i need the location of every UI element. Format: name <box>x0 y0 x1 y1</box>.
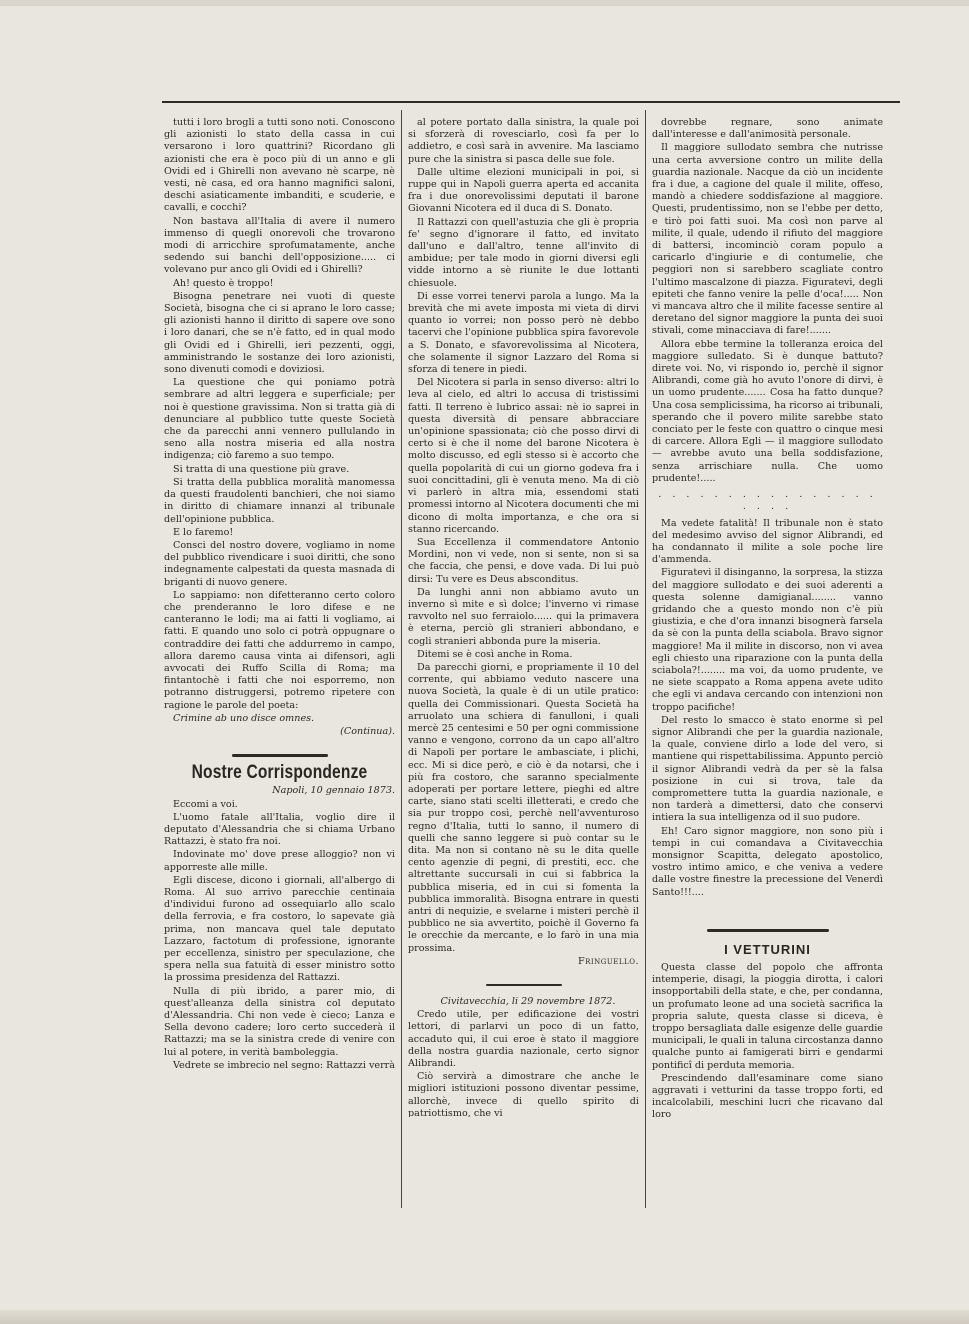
paragraph: Eccomi a voi. <box>173 798 238 810</box>
paragraph: Figuratevi il disinganno, la sorpresa, la stizza del maggiore sullodato e dei suoi aderenti a questa solenne damigianal........ vanno gridando che a questo mondo non c'è più giustizia, e che d'ora innanzi bisognerà farsela da sè con la punta della sciabola. Bravo signor maggiore! Ma il milite in discorso, non vi avea egli chiesto una riparazione con la punta della sciabola?!........ ma voi, da uomo prudente, ve ne siete scappato a Roma appena avete udito che egli vi andava cercando con intenzioni non troppo pacifiche! <box>652 567 883 713</box>
paragraph: E lo faremo! <box>173 526 234 538</box>
section-ornament <box>486 984 562 986</box>
paragraph: Non bastava all'Italia di avere il numero immenso di quegli onorevoli che trovarono modi di arricchire sprofumatamente, anche sedendo sui banchi dell'opposizione..... ci volevano pur anco gli Ovidi ed i Ghirelli? <box>164 215 395 276</box>
paragraph: Egli discese, dicono i giornali, all'albergo di Roma. Al suo arrivo parecchie centinaia d'individui furono ad ossequiarlo allo scalo della ferrovia, e fra costoro, lo sapevate già prima, non mancava quel tale deputato Lazzaro, factotum di professione, ignorante per eccellenza, sinistro per speculazione, che spera nella sua fatuità di esser ministro sotto la prossima presidenza del Rattazzi. <box>164 874 395 984</box>
paragraph: Dalle ultime elezioni municipali in poi, si ruppe qui in Napoli guerra aperta ed accanita fra i due onorevolissimi deputati il barone Giovanni Nicotera ed il duca di S. Donato. <box>408 166 639 215</box>
paragraph: dovrebbe regnare, sono animate dall'interesse e dall'animosità personale. <box>652 117 883 141</box>
paragraph: L'uomo fatale all'Italia, voglio dire il deputato d'Alessandria che si chiama Urbano Rattazzi, è stato fra noi. <box>164 811 395 848</box>
paragraph: Ciò servirà a dimostrare che anche le migliori istituzioni possono diventar pessime, allorchè, invece di quello spirito di patriottismo, che vi <box>408 1071 639 1117</box>
column-divider <box>401 110 402 1208</box>
paragraph: La questione che qui poniamo potrà sembrare ad altri leggera e superficiale; per noi è questione gravissima. Non si tratta già di denunciare al pubblico tutte queste Società che da parecchi anni vennero pullulando in seno alla nostra miseria ed alla nostra indigenza; ciò faremo a suo tempo. <box>164 377 395 462</box>
paragraph: Prescindendo dall'esaminare come siano aggravati i vetturini da tasse troppo forti, ed incalcolabili, meschini lucri che ricavano dal loro <box>652 1072 883 1121</box>
dateline: Napoli, 10 gennaio 1873. <box>272 785 395 797</box>
column-divider <box>645 110 646 1208</box>
quote-line: Crimine ab uno disce omnes. <box>173 712 315 724</box>
paragraph: Vedrete se imbrecio nel segno: Rattazzi verrà <box>173 1059 395 1071</box>
dotted-separator: . . . . . . . . . . . . . . . . . . . . <box>658 489 877 513</box>
paragraph: Indovinate mo' dove prese alloggio? non vi apporreste alle mille. <box>164 849 395 873</box>
column-2 <box>408 117 639 1117</box>
paragraph: Bisogna penetrare nei vuoti di queste Società, bisogna che ci si aprano le loro casse; gli azionisti hanno il diritto di sapere ove sono i loro danari, che se n'è fatto, ed in qual modo gli Ovidi ed i Ghirelli, ieri pezzenti, oggi, amministrando le sostanze dei loro azionisti, sono divenuti comodi e doviziosi. <box>164 290 395 376</box>
paragraph: Nulla di più ibrido, a parer mio, di quest'alleanza della sinistra col deputato d'Alessandria. Chi non vede è cieco; Lanza e Sella devono cadere; loro certo succederà il Rattazzi; ma se la sinistra crede di venire con lui al potere, in verità bamboleggia. <box>164 985 395 1058</box>
paragraph: al potere portato dalla sinistra, la quale poi si sforzerà di rovesciarlo, così fa per lo addietro, e così sarà in avvenire. Ma lasciamo pure che la sinistra si pasca delle sue fole. <box>408 117 639 165</box>
paragraph: Il Rattazzi con quell'astuzia che gli è propria fe' segno d'ignorare il fatto, ed invitato dall'uno e dall'altro, tenne all'invito di ambidue; per tale modo in giorni diversi egli vidde intorno a sè riunite le due lottanti chiesuole. <box>408 216 639 289</box>
column-3 <box>652 117 883 1187</box>
paragraph: Ah! questo è troppo! <box>173 277 274 289</box>
section-title: Nostre Corrispondenze <box>191 762 368 784</box>
continua-note: (Continua). <box>340 725 395 737</box>
page-edge <box>0 0 969 6</box>
paragraph: Credo utile, per edificazione dei vostri lettori, di parlarvi un poco di un fatto, accaduto qui, il cui eroe è stato il maggiore della nostra guardia nazionale, certo signor Alibrandi. <box>408 1009 639 1070</box>
paragraph: Da lunghi anni non abbiamo avuto un inverno sì mite e sì dolce; l'inverno vi rimase ravvolto nel suo ferraiolo...... qui la primavera è eterna, perciò gli stranieri abbondano, e cogli stranieri abbonda pure la miseria. <box>408 586 639 647</box>
column-1 <box>164 117 395 1217</box>
signature: Fringuello. <box>577 955 639 967</box>
top-rule <box>162 101 900 103</box>
section-ornament <box>232 754 328 757</box>
paragraph: Questa classe del popolo che affronta intemperie, disagi, la pioggia dirotta, i calori insopportabili della state, e che, per condanna, un profumato leone ad una società sacrifica la propria salute, questa classe si diceva, è troppo bersagliata dalle esigenze delle guardie municipali, le quali in taluna circostanza danno qualche punto ai famigerati birri e gendarmi pontificî di perduta memoria. <box>652 962 883 1071</box>
paragraph: Del Nicotera si parla in senso diverso: altri lo leva al cielo, ed altri lo accusa di tristissimi fatti. Il terreno è lubrico assai: nè io saprei in questa diversità di pensare abbracciare un'opinione spassionata; ciò che posso dirvi di certo si è che il nome del barone Nicotera è molto discusso, ed egli stesso si è accorto che quella popolarità di cui un giorno godeva fra i suoi concittadini, gli è venuta meno. Ma di ciò vi parlerò in altra mia, essendomi stati promessi intorno al Nicotera documenti che mi dicono di molta importanza, e che ora si stanno ricercando. <box>408 377 639 535</box>
paragraph: Il maggiore sullodato sembra che nutrisse una certa avversione contro un milite della guardia nazionale. Nacque da ciò un incidente fra i due, a cagione del quale il milite, offeso, mandò a chiedere soddisfazione al maggiore. Questi, prudentissimo, non se l'ebbe per detto, e tirò poi fatti suoi. Ma così non parve al milite, il quale, udendo il rifiuto del maggiore di battersi, incominciò coram populo a caricarlo d'ingiurie e di contumelie, che peggiori non si sarebbero scagliate contro l'ultimo mascalzone di piazza. Figuratevi, degli epiteti che fanno venire la pelle d'oca!..... Non vi mancava altro che il milite facesse sentire al deretano del signor maggiore la punta dei suoi stivali, come minacciava di fare!....... <box>652 142 883 337</box>
paragraph: Di esse vorrei tenervi parola a lungo. Ma la brevità che mi avete imposta mi vieta di dirvi quanto io vorrei; non posso però nè debbo tacervi che l'opinione pubblica spira favorevole a S. Donato, e sfavorevolissima al Nicotera, che solamente il signor Lazzaro del Roma si sforza di tenere in piedi. <box>408 290 639 376</box>
paragraph: Ditemi se è così anche in Roma. <box>417 648 573 660</box>
paragraph: Da parecchi giorni, e propriamente il 10 del corrente, qui abbiamo veduto nascere una nuova Società, la quale è di un utile pratico: quella dei Commissionari. Questa Società ha arruolato una schiera di fanulloni, i quali mercè 25 centesimi e 50 per ogni commissione vanno e vengono, corrono da un capo all'altro di Napoli per portare le ambasciate, i plichi, ecc. Mi si dice però, e ciò è da notarsi, che i più fra costoro, che saranno specialmente adoperati per portare lettere, pieghi ed altre carte, siano stati scelti illetterati, e credo che sia pur troppo così, perchè nell'avventuroso regno d'Italia, tutti lo sanno, il numero di quelli che sanno leggere si può contar su le dita. Ma non si contano nè su le dita quelle cento agenzie di pegni, di prestiti, ecc. che altrettante succursali in cui si fabbrica la pubblica miseria, ed in cui si fomenta la pubblica immoralità. Bisogna entrare in questi antri di nequizie, e svelarne i misteri perchè il pubblico ne sia avvertito, poichè il Governo fa le orecchie da mercante, e lo farò in una mia prossima. <box>408 661 639 954</box>
paragraph: Si tratta di una questione più grave. <box>173 463 350 475</box>
paragraph: Allora ebbe termine la tolleranza eroica del maggiore sulledato. Si è dunque battuto? direte voi. No, vi rispondo io, perchè il signor Alibrandi, come già ho avuto l'onore di dirvi, è un uomo prudente....... Cosa ha fatto dunque? Una cosa semplicissima, ha ricorso ai tribunali, sperando che il povero milite sarebbe stato conciato per le feste con quattro o cinque mesi di carcere. Allora Egli — il maggiore sullodato — avrebbe avuto una bella soddisfazione, senza arrischiare nulla. Che uomo prudente!..... <box>652 338 883 484</box>
paragraph: Lo sappiamo: non difetteranno certo coloro che prenderanno le loro difese e ne canteranno le lodi; ma ai fatti li vogliamo, ai fatti. E quando uno solo ci potrà oppugnare o contraddire dei fatti che addurremo in campo, allora daremo causa vinta ai difensori, agli avvocati dei Ruffo Scilla di Roma; ma fintantochè i fatti che noi esporremo, non potranno distruggersi, potremo ripetere con ragione le parole del poeta: <box>164 589 395 711</box>
page-edge <box>0 1310 969 1324</box>
dateline: Civitavecchia, li 29 novembre 1872. <box>440 996 616 1008</box>
section-title: I VETTURINI <box>724 941 811 957</box>
paragraph: tutti i loro brogli a tutti sono noti. Conoscono gli azionisti lo stato della cassa in cui versarono i loro quattrini? Ricordano gli azionisti che era è poco più di un anno e gli Ovidi ed i Ghirelli non avevano nè scarpe, nè vesti, nè casa, ed ora hanno magnifici saloni, deschi asiaticamente imbanditi, e scuderie, e cavalli, e cocchi? <box>164 117 395 214</box>
paragraph: Del resto lo smacco è stato enorme sì pel signor Alibrandi che per la guardia nazionale, la quale, conviene dirlo a lode del vero, si mantiene qui rispettabilissima. Appunto perciò il signor Alibrandi vedrà da per sè la falsa posizione in cui si trova, tale da compromettere tutta la guardia nazionale, e non tarderà a dimettersi, dato che conservi intiera la sua intelligenza od il suo pudore. <box>652 714 883 824</box>
paragraph: Eh! Caro signor maggiore, non sono più i tempi in cui comandava a Civitavecchia monsignor Scapitta, delegato apostolico, vostro intimo amico, e che veniva a vedere dalle vostre finestre la precessione del Venerdì Santo!!!.... <box>652 825 883 898</box>
paragraph: Sua Eccellenza il commendatore Antonio Mordini, non vi vede, non si sente, non si sa che faccia, che pensi, e dove vada. Di lui può dirsi: Tu vere es Deus absconditus. <box>408 536 639 585</box>
paragraph: Consci del nostro dovere, vogliamo in nome del pubblico rivendicare i suoi diritti, che sono indegnamente calpestati da questa masnada di briganti di nuovo genere. <box>164 539 395 588</box>
paragraph: Si tratta della pubblica moralità manomessa da questi fraudolenti banchieri, che noi siamo in diritto di chiamare innanzi al tribunale dell'opinione pubblica. <box>164 476 395 525</box>
section-ornament <box>707 929 829 932</box>
paragraph: Ma vedete fatalità! Il tribunale non è stato del medesimo avviso del signor Alibrandi, ed ha condannato il milite a sole poche lire d'ammenda. <box>652 517 883 566</box>
